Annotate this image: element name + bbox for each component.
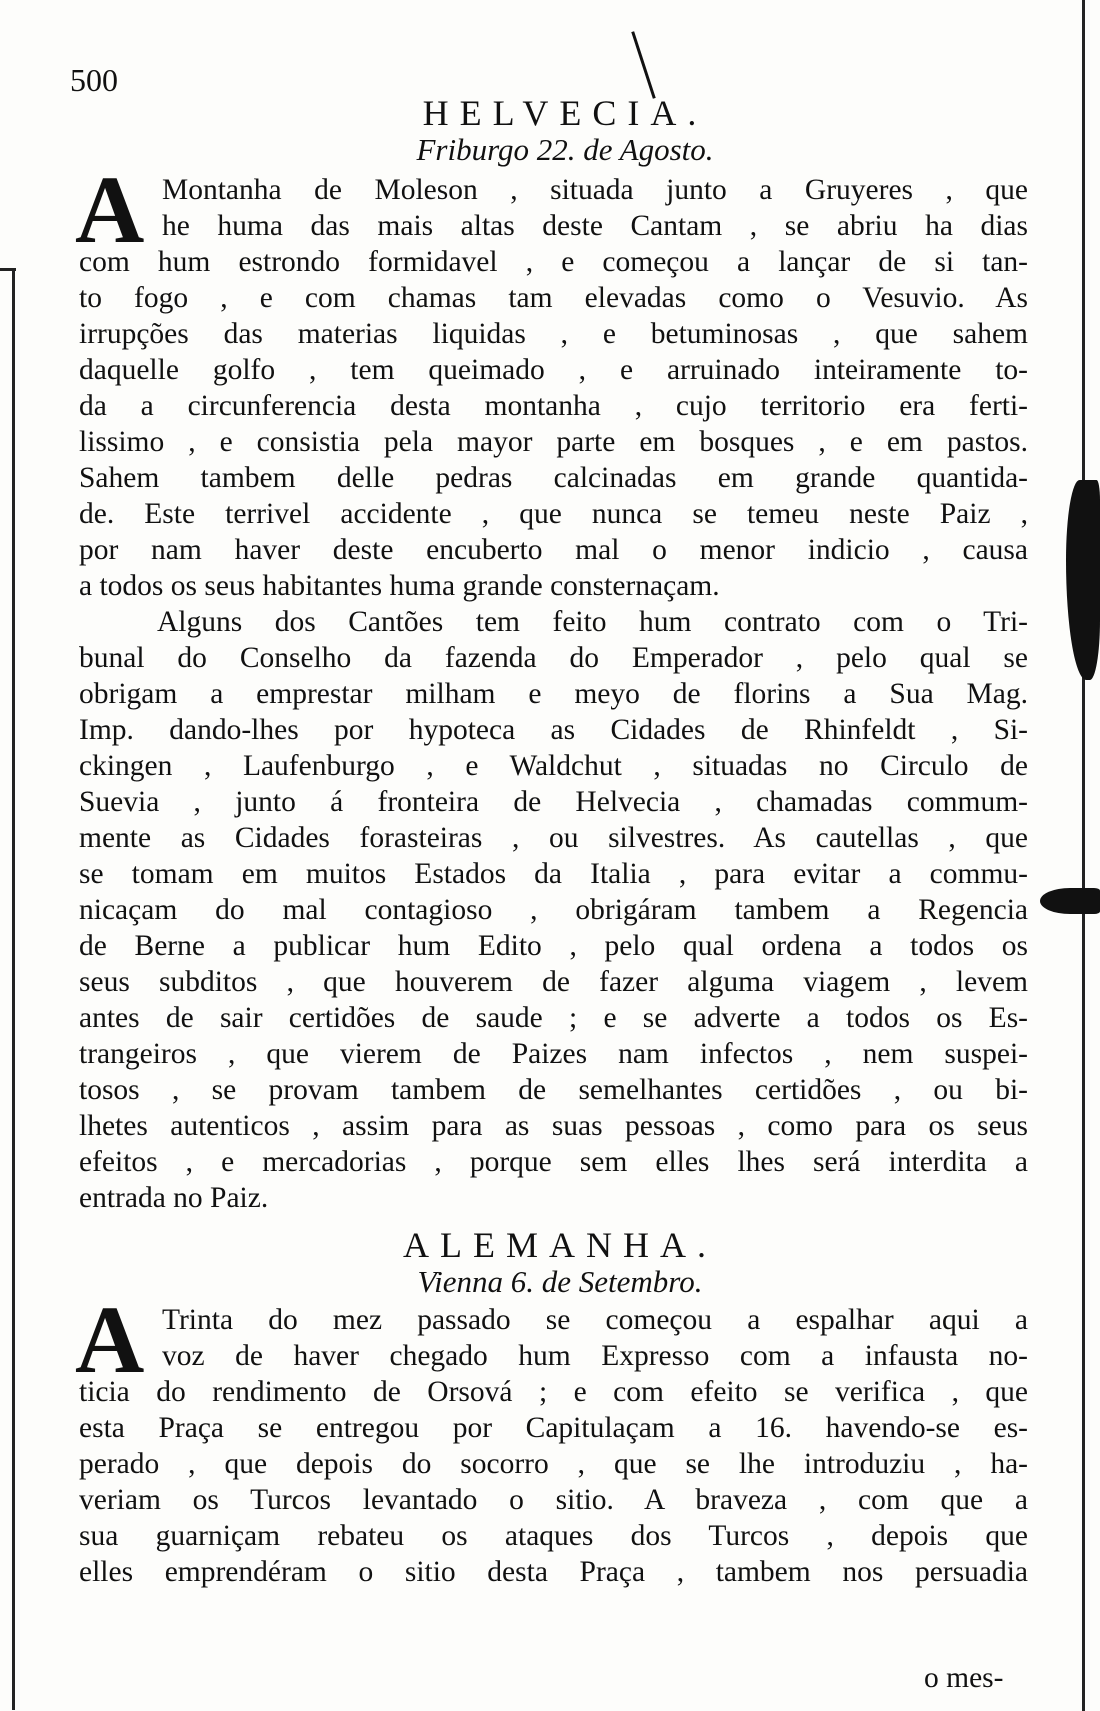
text-line: Montanha de Moleson , situada junto a Gruyeres , que: [162, 174, 1028, 206]
text-line: lissimo , e consistia pela mayor parte em bosques , e em pastos.: [79, 426, 1028, 458]
scan-ink-blot: [1040, 888, 1100, 914]
section-title-alemanha: ALEMANHA.: [403, 1225, 717, 1265]
scan-ink-blot: [1066, 480, 1100, 680]
text-line: daquelle golfo , tem queimado , e arruinado inteiramente to-: [79, 354, 1028, 386]
article-alemanha: [75, 1286, 1028, 1590]
text-line: he huma das mais altas deste Cantam , se abriu ha dias: [162, 210, 1028, 242]
dateline-vienna: Vienna 6. de Setembro.: [417, 1264, 703, 1299]
text-line: por nam haver deste encuberto mal o menor indicio , causa: [79, 534, 1028, 566]
text-line: tosos , se provam tambem de semelhantes certidões , ou bi-: [79, 1074, 1028, 1106]
text-line: trangeiros , que vierem de Paizes nam infectos , nem suspei-: [79, 1038, 1028, 1070]
text-line: elles emprendéram o sitio desta Praça , tambem nos persuadia: [79, 1556, 1028, 1588]
text-line: mente as Cidades forasteiras , ou silvestres. As cautellas , que: [79, 822, 1028, 854]
text-line: sua guarniçam rebateu os ataques dos Turcos , depois que: [79, 1520, 1028, 1552]
catchword: o mes-: [924, 1662, 1004, 1694]
text-line: com hum estrondo formidavel , e começou a lançar de si tan-: [79, 246, 1028, 278]
text-line: antes de sair certidões de saude ; e se adverte a todos os Es-: [79, 1002, 1028, 1034]
text-line: lhetes autenticos , assim para as suas pessoas , como para os seus: [79, 1110, 1028, 1142]
text-line: irrupções das materias liquidas , e betuminosas , que sahem: [79, 318, 1028, 350]
text-line: voz de haver chegado hum Expresso com a infausta no-: [162, 1340, 1028, 1372]
text-line: bunal do Conselho da fazenda do Emperador , pelo qual se: [79, 642, 1028, 674]
drop-cap: A: [75, 1286, 145, 1393]
text-line: ticia do rendimento de Orsová ; e com efeito se verifica , que: [79, 1376, 1028, 1408]
article-helvecia: [75, 156, 1028, 1216]
text-line: Alguns dos Cantões tem feito hum contrato com o Tri-: [157, 606, 1028, 638]
dateline-friburgo: Friburgo 22. de Agosto.: [416, 132, 714, 167]
text-line: Trinta do mez passado se começou a espalhar aqui a: [162, 1304, 1028, 1336]
scan-right-edge: [1082, 0, 1085, 1711]
text-line: de Berne a publicar hum Edito , pelo qual ordena a todos os: [79, 930, 1028, 962]
text-line: nicaçam do mal contagioso , obrigáram tambem a Regencia: [79, 894, 1028, 926]
text-line: perado , que depois do socorro , que se lhe introduziu , ha-: [79, 1448, 1028, 1480]
text-line: entrada no Paiz.: [79, 1182, 269, 1214]
text-line: obrigam a emprestar milham e meyo de florins a Sua Mag.: [79, 678, 1028, 710]
text-line: Imp. dando-lhes por hypoteca as Cidades de Rhinfeldt , Si-: [79, 714, 1028, 746]
scan-left-edge: [12, 270, 15, 1710]
text-line: to fogo , e com chamas tam elevadas como o Vesuvio. As: [79, 282, 1028, 314]
text-line: se tomam em muitos Estados da Italia , para evitar a commu-: [79, 858, 1028, 890]
text-line: veriam os Turcos levantado o sitio. A braveza , com que a: [79, 1484, 1028, 1516]
drop-cap: A: [75, 156, 145, 263]
text-line: da a circunferencia desta montanha , cujo territorio era ferti-: [79, 390, 1028, 422]
text-line: ckingen , Laufenburgo , e Waldchut , situadas no Circulo de: [79, 750, 1028, 782]
text-line: Sahem tambem delle pedras calcinadas em grande quantida-: [79, 462, 1028, 494]
scan-pen-mark: [631, 31, 655, 99]
text-line: esta Praça se entregou por Capitulaçam a 16. havendo-se es-: [79, 1412, 1028, 1444]
text-line: Suevia , junto á fronteira de Helvecia , chamadas commum-: [79, 786, 1028, 818]
text-line: de. Este terrivel accidente , que nunca se temeu neste Paiz ,: [79, 498, 1028, 530]
text-line: a todos os seus habitantes huma grande consternaçam.: [79, 570, 720, 602]
text-line: efeitos , e mercadorias , porque sem elles lhes será interdita a: [79, 1146, 1028, 1178]
text-line: seus subditos , que houverem de fazer alguma viagem , levem: [79, 966, 1028, 998]
scan-left-edge-corner: [0, 268, 16, 271]
page-number: 500: [70, 62, 118, 98]
section-title-helvecia: HELVECIA.: [422, 93, 708, 133]
